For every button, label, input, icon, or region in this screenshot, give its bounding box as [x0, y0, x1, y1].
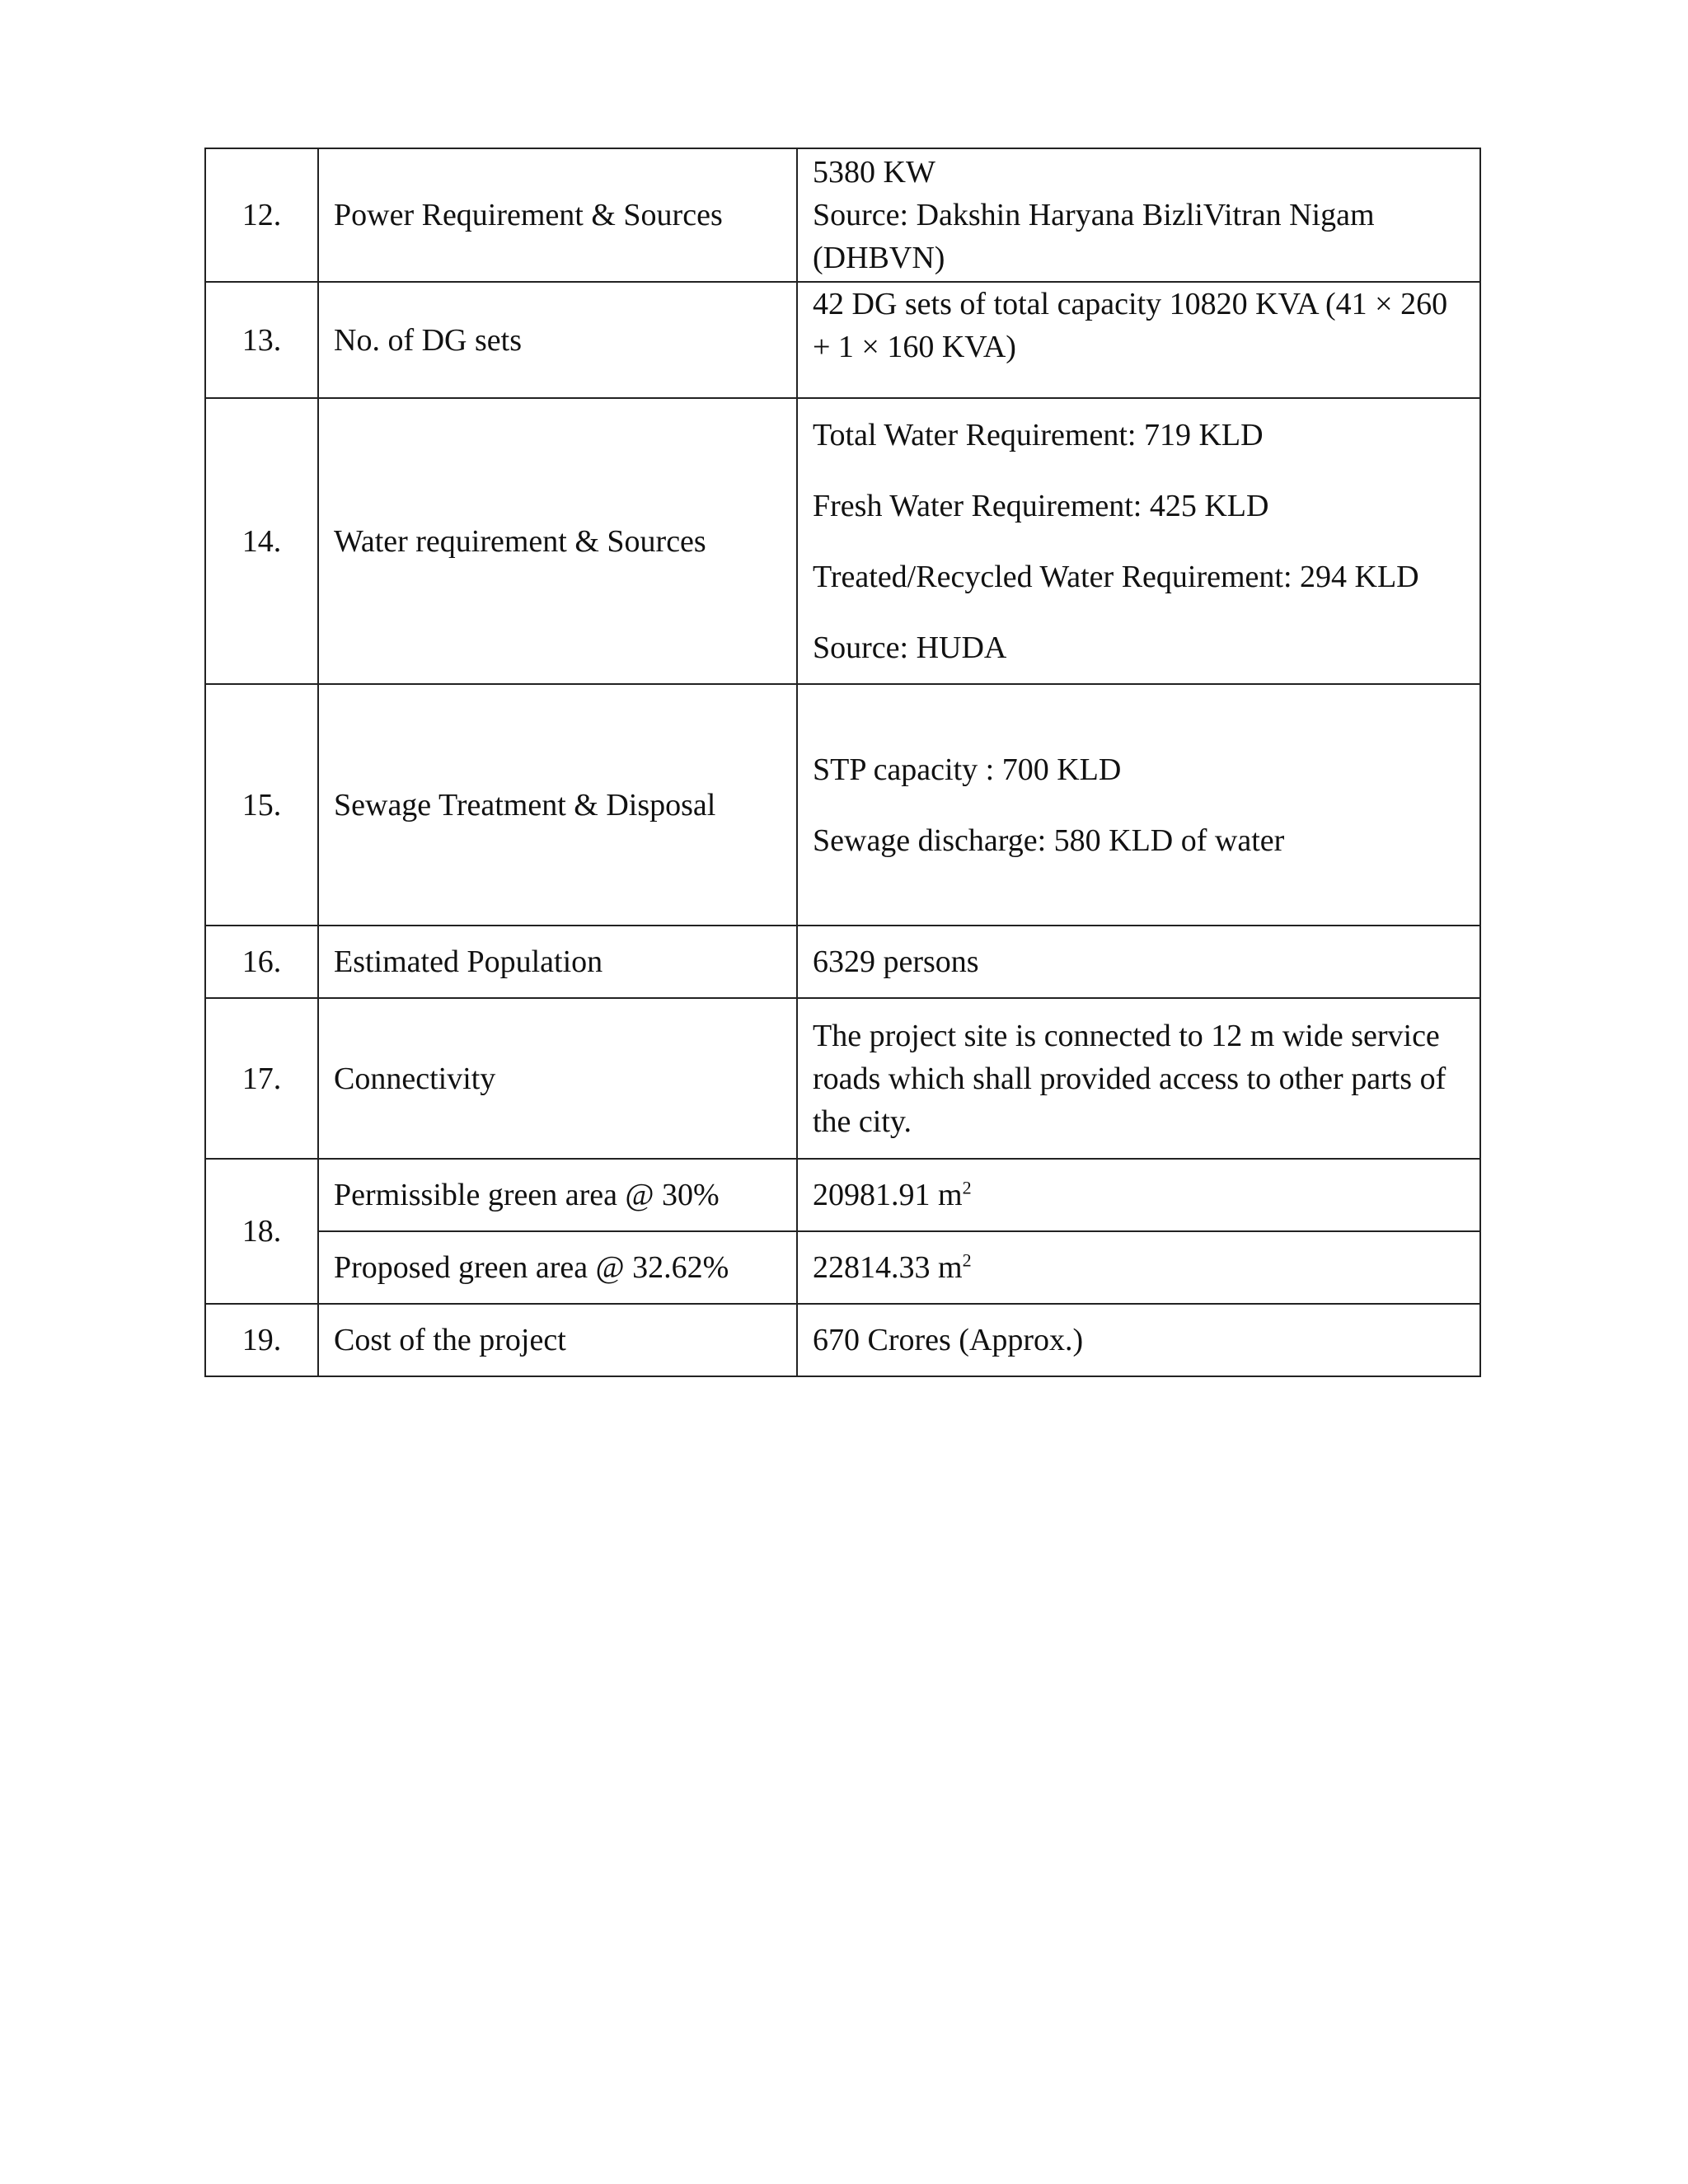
- table-row: [205, 282, 1480, 398]
- row-label: Power Requirement & Sources: [318, 148, 797, 282]
- value-line: Source: Dakshin Haryana BizliVitran Nigam (DHBVN): [813, 198, 1375, 275]
- table-row: [205, 1231, 1480, 1304]
- row-label: Cost of the project: [318, 1304, 797, 1376]
- value-line: The project site is connected to 12 m wide service roads which shall provided access to other parts of the city.: [813, 1018, 1447, 1139]
- table-row: [205, 926, 1480, 998]
- row-label: Proposed green area @ 32.62%: [318, 1231, 797, 1304]
- row-label: Connectivity: [318, 998, 797, 1159]
- row-value: [797, 282, 1480, 398]
- row-number: 12.: [205, 148, 318, 282]
- table-row: [205, 1159, 1480, 1231]
- row-value: [797, 1304, 1480, 1376]
- row-label: No. of DG sets: [318, 282, 797, 398]
- project-details-table: [204, 148, 1481, 1377]
- row-number: 19.: [205, 1304, 318, 1376]
- value-line: 670 Crores (Approx.): [813, 1323, 1084, 1357]
- value-line: 6329 persons: [813, 944, 979, 979]
- row-value: [797, 148, 1480, 282]
- row-value: [797, 398, 1480, 684]
- area-value: 22814.33 m: [813, 1250, 963, 1285]
- row-number: 13.: [205, 282, 318, 398]
- row-label: Sewage Treatment & Disposal: [318, 684, 797, 926]
- row-number: 16.: [205, 926, 318, 998]
- unit-exponent: 2: [962, 1249, 972, 1271]
- value-line: STP capacity : 700 KLD: [813, 752, 1122, 787]
- value-line: Source: HUDA: [813, 630, 1007, 665]
- table-row: [205, 684, 1480, 926]
- value-line: Treated/Recycled Water Requirement: 294 KLD: [813, 559, 1419, 594]
- row-number: 14.: [205, 398, 318, 684]
- table-row: [205, 148, 1480, 282]
- value-line: Sewage discharge: 580 KLD of water: [813, 823, 1285, 858]
- unit-exponent: 2: [962, 1177, 972, 1198]
- row-number: 15.: [205, 684, 318, 926]
- table-row: [205, 398, 1480, 684]
- table-row: [205, 998, 1480, 1159]
- value-line: Total Water Requirement: 719 KLD: [813, 417, 1264, 452]
- row-label: Permissible green area @ 30%: [318, 1159, 797, 1231]
- value-line: 42 DG sets of total capacity 10820 KVA (41 × 260 + 1 × 160 KVA): [813, 287, 1448, 364]
- row-value: [797, 1159, 1480, 1231]
- row-number: 17.: [205, 998, 318, 1159]
- row-value: [797, 1231, 1480, 1304]
- value-line: Fresh Water Requirement: 425 KLD: [813, 488, 1269, 523]
- table-row: [205, 1304, 1480, 1376]
- row-label: Water requirement & Sources: [318, 398, 797, 684]
- area-value: 20981.91 m: [813, 1178, 963, 1212]
- row-value: [797, 926, 1480, 998]
- row-label: Estimated Population: [318, 926, 797, 998]
- row-value: [797, 684, 1480, 926]
- row-number: 18.: [205, 1159, 318, 1304]
- row-value: [797, 998, 1480, 1159]
- value-line: 5380 KW: [813, 155, 935, 190]
